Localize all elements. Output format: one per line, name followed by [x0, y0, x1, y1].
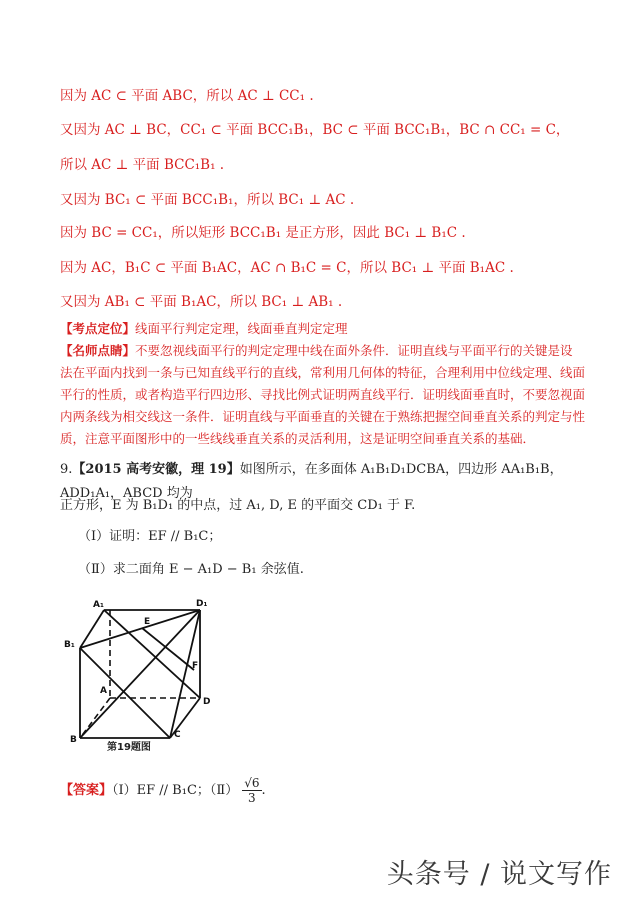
kaodian-block — [60, 318, 585, 340]
proof-line-2: 又因为 AC ⊥ BC，CC₁ ⊂ 平面 BCC₁B₁，BC ⊂ 平面 BCC₁B₁，BC ∩ CC₁ = C， — [60, 122, 570, 138]
label-e: E — [144, 617, 151, 627]
label-a: A — [100, 686, 107, 696]
mingshi-text: 不要忽视线面平行的判定定理中线在面外条件．证明直线与平面平行的关键是设法在平面内找到一条与已知直线平行的直线，常利用几何体的特征，合理利用中位线定理、线面平行的性质，或者构造平行四边形、寻找比例式证明两直线平行．证明线面垂直时，不要忽视面内两条线为相交线这一条件．证明直线与平面垂直的关键在于熟练把握空间垂直关系的判定与性质，注意平面图形中的一些线线垂直关系的灵活利用，这是证明空间垂直关系的基础． — [60, 343, 586, 446]
label-d1: D₁ — [196, 599, 208, 609]
proof-line-7: 又因为 AB₁ ⊂ 平面 B₁AC，所以 BC₁ ⊥ AB₁ . — [60, 294, 343, 310]
figure-caption: 第19题图 — [107, 742, 151, 753]
polyhedron-figure — [62, 598, 232, 748]
kaodian-text: 线面平行判定定理，线面垂直判定定理 — [135, 321, 348, 336]
label-c: C — [174, 730, 181, 740]
proof-line-1: 因为 AC ⊂ 平面 ABC，所以 AC ⊥ CC₁ . — [60, 88, 314, 104]
kaodian-tag: 【考点定位】 — [60, 321, 136, 336]
proof-line-6: 因为 AC，B₁C ⊂ 平面 B₁AC，AC ∩ B₁C = C，所以 BC₁ ⊥ 平面 B₁AC . — [60, 260, 514, 276]
toutiao-watermark: 头条号 / 说文写作 — [386, 859, 612, 890]
problem-text-line1: 如图所示，在多面体 A₁B₁D₁DCBA，四边形 AA₁B₁B，ADD₁A₁，ABCD 均为 — [60, 462, 563, 501]
proof-line-5: 因为 BC = CC₁，所以矩形 BCC₁B₁ 是正方形，因此 BC₁ ⊥ B₁C . — [60, 225, 466, 241]
problem-part2: （Ⅱ）求二面角 E − A₁D − B₁ 余弦值. — [78, 562, 304, 577]
label-a1: A₁ — [93, 600, 104, 610]
problem-number: 9. — [60, 462, 73, 477]
label-b: B — [70, 735, 77, 745]
answer-denominator: 3 — [248, 791, 256, 805]
answer-tag: 【答案】 — [60, 783, 113, 798]
label-d: D — [203, 697, 211, 707]
proof-line-4: 又因为 BC₁ ⊂ 平面 BCC₁B₁，所以 BC₁ ⊥ AC . — [60, 192, 355, 208]
mingshi-tag: 【名师点睛】 — [60, 343, 136, 358]
label-f: F — [192, 661, 199, 671]
edge-a-b-hidden — [80, 698, 110, 738]
edge-a1-d — [104, 610, 200, 698]
problem-part1: （Ⅰ）证明：EF // B₁C； — [78, 529, 222, 544]
problem-text-line2: 正方形，E 为 B₁D₁ 的中点，过 A₁, D, E 的平面交 CD₁ 于 F. — [60, 498, 416, 513]
problem-source: 【2015 高考安徽，理 19】 — [72, 462, 240, 477]
mingshi-block — [60, 340, 585, 450]
answer-numerator: √6 — [244, 776, 260, 790]
answer-line — [60, 776, 266, 805]
label-b1: B₁ — [64, 640, 75, 650]
answer-period: . — [261, 783, 266, 798]
answer-fraction — [242, 776, 261, 805]
answer-part1: （Ⅰ）EF // B₁C；（Ⅱ） — [112, 783, 239, 798]
proof-line-3: 所以 AC ⊥ 平面 BCC₁B₁ . — [60, 157, 225, 173]
